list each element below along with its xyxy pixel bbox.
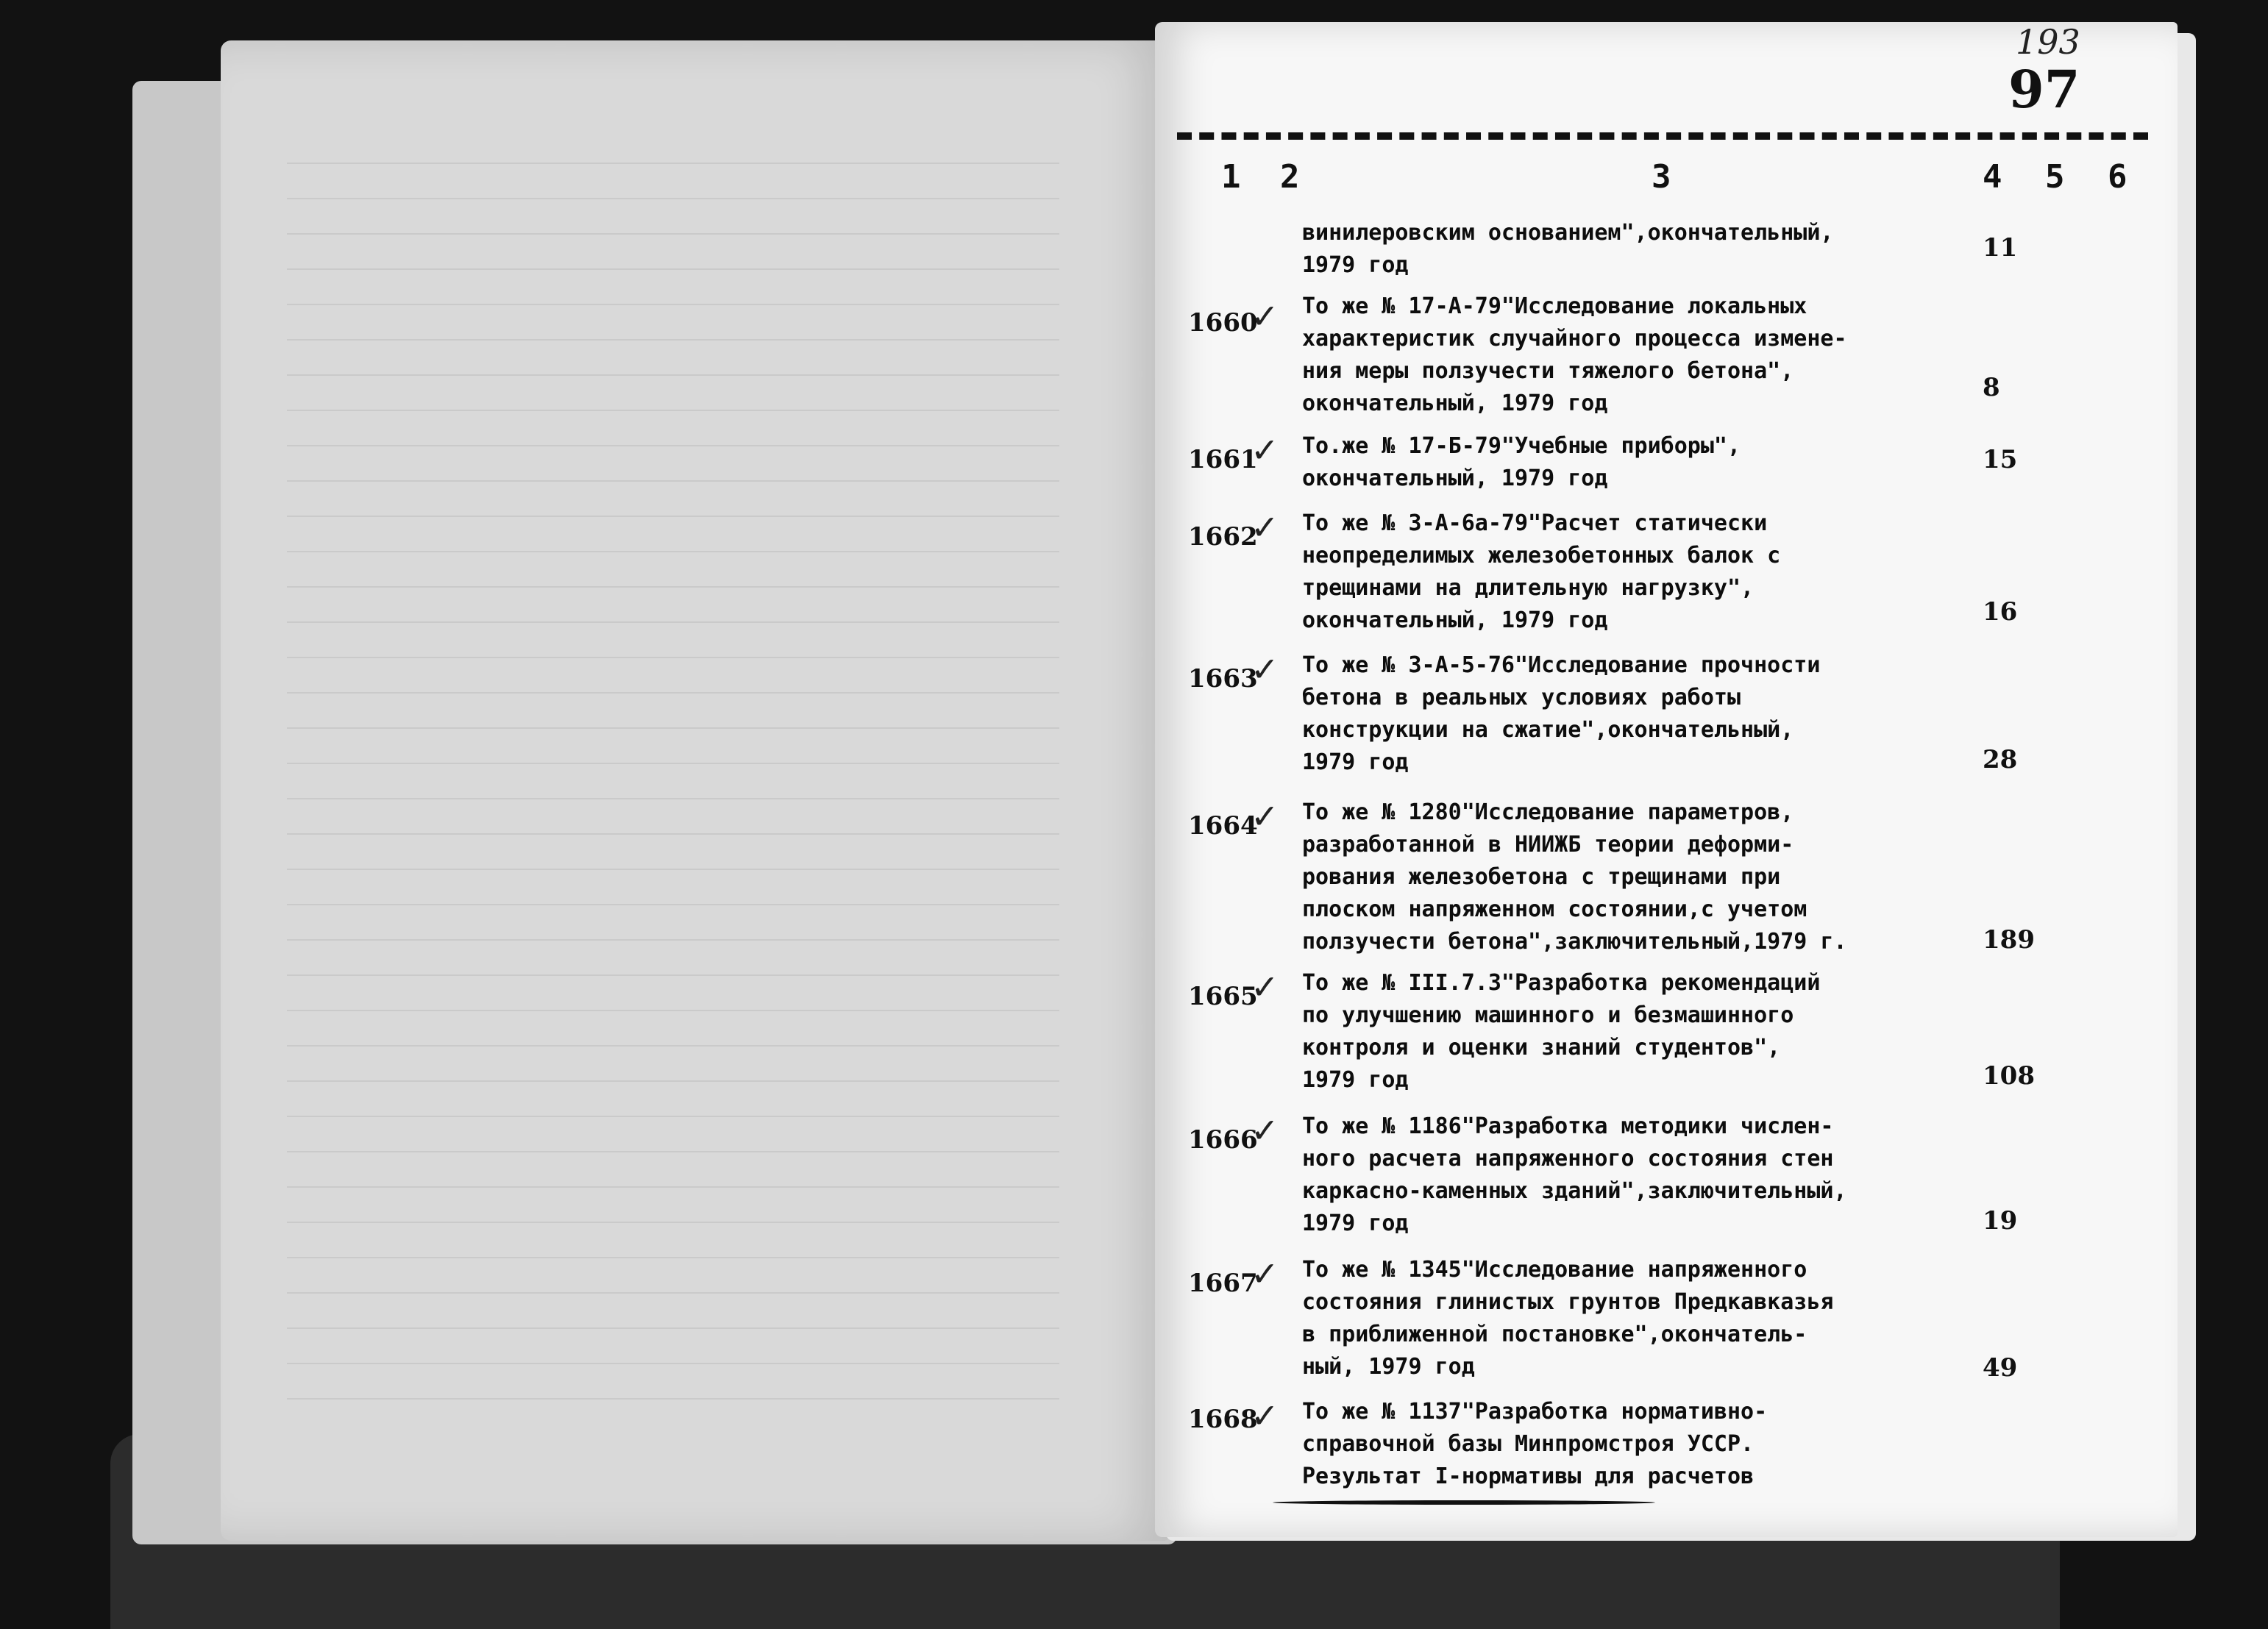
entry-description: То же № 1186"Разработка методики числен- ного расчета напряженного состояния стен каркасно-каменных зданий",заключительный, 1979 год bbox=[1302, 1113, 1847, 1236]
entry-description: То же № III.7.3"Разработка рекомендаций по улучшению машинного и безмашинного контроля и оценки знаний студентов", 1979 год bbox=[1302, 970, 1821, 1093]
checkmark-icon: ✓ bbox=[1251, 1111, 1279, 1150]
entry-description: То же № 3-А-5-76"Исследование прочности бетона в реальных условиях работы конструкции на сжатие",окончательный, 1979 год bbox=[1302, 652, 1821, 775]
entry-description: То же № 1137"Разработка нормативно- справочной базы Минпромстроя УССР. Результат I-нормативы для расчетов bbox=[1302, 1399, 1768, 1489]
entry-number: 1664 bbox=[1188, 811, 1258, 841]
ink-stroke bbox=[1273, 1500, 1655, 1505]
col-header-5: 5 bbox=[2045, 158, 2065, 196]
checkmark-icon: ✓ bbox=[1251, 1396, 1279, 1436]
entry-number: 1661 bbox=[1188, 445, 1258, 474]
entry-pages: 19 bbox=[1983, 1206, 2018, 1236]
entry-description: То же № 3-А-6а-79"Расчет статически неопределимых железобетонных балок с трещинами на длительную нагрузку", окончательный, 1979 год bbox=[1302, 510, 1781, 633]
entry-description: винилеровским основанием",окончательный, 1979 год bbox=[1302, 220, 1834, 278]
entry-pages: 189 bbox=[1983, 925, 2035, 955]
checkmark-icon: ✓ bbox=[1251, 649, 1279, 689]
col-header-1: 1 bbox=[1221, 158, 1241, 196]
entry-pages: 28 bbox=[1983, 745, 2018, 774]
entry-pages: 49 bbox=[1983, 1353, 2018, 1383]
bleed-through-text bbox=[287, 129, 1059, 1452]
left-page bbox=[221, 40, 1170, 1541]
column-headers bbox=[1177, 158, 2155, 202]
entry-description: То.же № 17-Б-79"Учебные приборы", окончательный, 1979 год bbox=[1302, 433, 1741, 491]
entry-description: То же № 1280"Исследование параметров, разработанной в НИИЖБ теории деформи- рования железобетона с трещинами при плоском напряженном состоянии,с учетом ползучести бетона",заключительный,1979 г. bbox=[1302, 799, 1847, 955]
header-dash-rule bbox=[1177, 132, 2148, 140]
entry-number: 1663 bbox=[1188, 664, 1258, 694]
stamp-number: 97 bbox=[2008, 59, 2080, 120]
entry-number: 1666 bbox=[1188, 1125, 1258, 1155]
entry-number: 1667 bbox=[1188, 1269, 1258, 1298]
entry-number: 1665 bbox=[1188, 982, 1258, 1011]
page-number: 193 bbox=[2016, 22, 2080, 62]
entry-pages: 15 bbox=[1983, 445, 2018, 474]
right-page bbox=[1155, 22, 2178, 1537]
checkmark-icon: ✓ bbox=[1251, 430, 1279, 470]
entry-number: 1662 bbox=[1188, 522, 1258, 552]
entry-pages: 11 bbox=[1983, 233, 2018, 263]
checkmark-icon: ✓ bbox=[1251, 967, 1279, 1007]
entry-description: То же № 1345"Исследование напряженного состояния глинистых грунтов Предкавказья в приближенной постановке",окончатель- ный, 1979 год bbox=[1302, 1257, 1834, 1380]
col-header-2: 2 bbox=[1280, 158, 1300, 196]
entry-pages: 16 bbox=[1983, 597, 2018, 627]
checkmark-icon: ✓ bbox=[1251, 796, 1279, 836]
entry-description: То же № 17-А-79"Исследование локальных характеристик случайного процесса измене- ния меры ползучести тяжелого бетона", окончательный, 1979 год bbox=[1302, 293, 1847, 416]
checkmark-icon: ✓ bbox=[1251, 507, 1279, 547]
entry-number: 1660 bbox=[1188, 308, 1258, 338]
col-header-6: 6 bbox=[2108, 158, 2127, 196]
checkmark-icon: ✓ bbox=[1251, 296, 1279, 336]
entry-pages: 8 bbox=[1983, 373, 2000, 402]
entry-number: 1668 bbox=[1188, 1405, 1258, 1434]
checkmark-icon: ✓ bbox=[1251, 1254, 1279, 1294]
entry-pages: 108 bbox=[1983, 1061, 2035, 1091]
col-header-4: 4 bbox=[1983, 158, 2002, 196]
col-header-3: 3 bbox=[1652, 158, 1671, 196]
